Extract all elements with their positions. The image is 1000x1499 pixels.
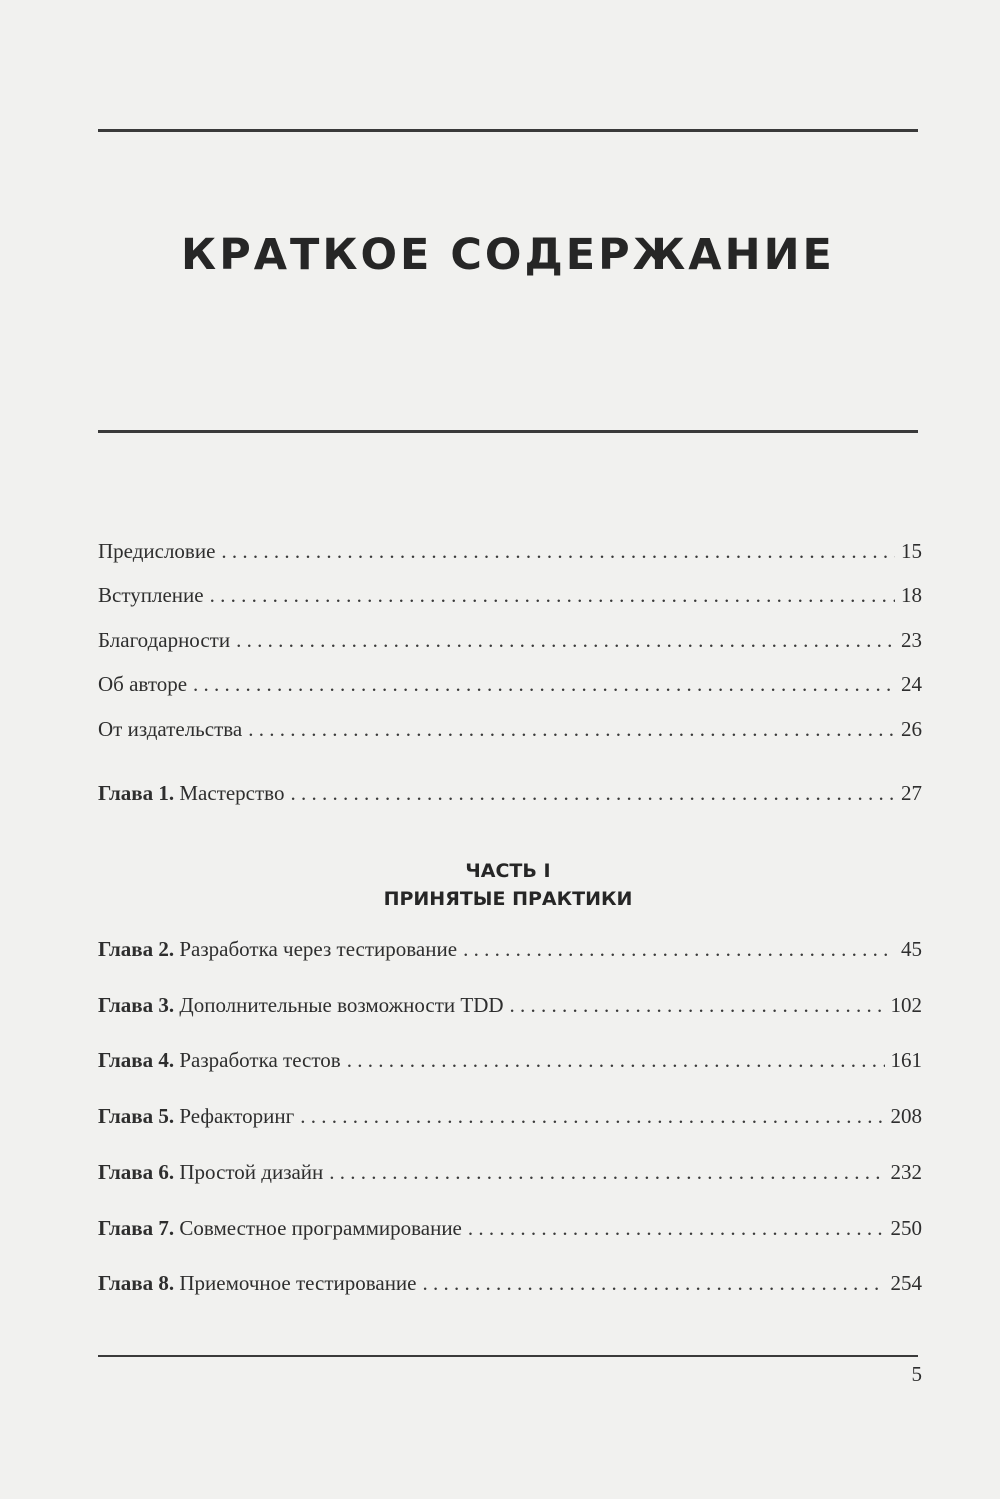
toc-entry-introduction <box>98 582 922 608</box>
toc-entry-label <box>98 1103 294 1129</box>
toc-entry-page: 102 <box>890 993 922 1017</box>
toc-entry-acknowledgements <box>98 627 922 653</box>
toc-entry-chapter-4 <box>98 1047 922 1073</box>
toc-entry-chapter-7 <box>98 1215 922 1241</box>
toc-entry-chapter-5 <box>98 1103 922 1129</box>
chapter-prefix: Глава 5. <box>98 1104 175 1128</box>
toc-entry-page: 27 <box>901 781 922 805</box>
toc-entry-label: Предисловие <box>98 539 216 563</box>
toc-entry-label: Вступление <box>98 583 204 607</box>
toc-entry-chapter-6 <box>98 1159 922 1185</box>
toc-entry-label: От издательства <box>98 717 243 741</box>
toc-entry-label <box>98 1159 323 1185</box>
leader-dots <box>510 992 885 1018</box>
toc-entry-about-author <box>98 671 922 697</box>
chapter-prefix: Глава 7. <box>98 1216 175 1240</box>
toc-entry-page: 23 <box>901 628 922 652</box>
toc-entry-page: 18 <box>901 583 922 607</box>
leader-dots <box>468 1215 885 1241</box>
toc-entry-page: 45 <box>901 937 922 961</box>
toc-entry-foreword <box>98 538 922 564</box>
footer-rule <box>98 1355 918 1357</box>
leader-dots <box>248 716 895 742</box>
toc-entry-chapter-1 <box>98 780 922 806</box>
chapter-title: Совместное программирование <box>179 1216 462 1240</box>
toc-entry-page: 208 <box>890 1104 922 1128</box>
toc-entry-label: Об авторе <box>98 672 188 696</box>
leader-dots <box>221 538 895 564</box>
chapter-title: Приемочное тестирование <box>179 1271 417 1295</box>
toc-entry-page: 161 <box>890 1048 922 1072</box>
toc-entry-label <box>98 780 284 806</box>
page-title: КРАТКОЕ СОДЕРЖАНИЕ <box>181 230 835 280</box>
toc-entry-page: 26 <box>901 717 922 741</box>
toc-entry-label: Благодарности <box>98 628 231 652</box>
chapter-title: Мастерство <box>179 781 285 805</box>
toc-entry-chapter-3 <box>98 992 922 1018</box>
chapter-title: Разработка тестов <box>179 1048 341 1072</box>
chapter-prefix: Глава 2. <box>98 937 175 961</box>
leader-dots <box>423 1270 885 1296</box>
toc-entry-label <box>98 936 457 962</box>
toc-entry-chapter-8 <box>98 1270 922 1296</box>
leader-dots <box>300 1103 884 1129</box>
chapter-title: Дополнительные возможности TDD <box>179 993 504 1017</box>
toc-entry-label <box>98 1047 341 1073</box>
toc-entry-page: 250 <box>890 1216 922 1240</box>
leader-dots <box>290 780 895 806</box>
chapter-prefix: Глава 8. <box>98 1271 175 1295</box>
chapter-prefix: Глава 4. <box>98 1048 175 1072</box>
chapter-prefix: Глава 3. <box>98 993 175 1017</box>
chapter-prefix: Глава 1. <box>98 781 175 805</box>
part-number: ЧАСТЬ I <box>465 860 551 882</box>
toc-entry-label <box>98 992 504 1018</box>
chapter-title: Разработка через тестирование <box>179 937 458 961</box>
top-rule <box>98 129 918 132</box>
leader-dots <box>210 582 895 608</box>
toc-entry-page: 15 <box>901 539 922 563</box>
toc-entry-page: 24 <box>901 672 922 696</box>
toc-entry-page: 254 <box>890 1271 922 1295</box>
leader-dots <box>236 627 895 653</box>
leader-dots <box>463 936 895 962</box>
toc-entry-from-publisher <box>98 716 922 742</box>
chapter-title: Рефакторинг <box>179 1104 295 1128</box>
part-name: ПРИНЯТЫЕ ПРАКТИКИ <box>383 888 633 910</box>
toc-entry-page: 232 <box>890 1160 922 1184</box>
page-number: 5 <box>911 1362 922 1386</box>
title-underline-rule <box>98 430 918 433</box>
chapter-prefix: Глава 6. <box>98 1160 175 1184</box>
leader-dots <box>329 1159 884 1185</box>
toc-entry-label <box>98 1270 417 1296</box>
toc-entry-chapter-2 <box>98 936 922 962</box>
chapter-title: Простой дизайн <box>179 1160 324 1184</box>
leader-dots <box>193 671 895 697</box>
leader-dots <box>347 1047 885 1073</box>
toc-entry-label <box>98 1215 462 1241</box>
